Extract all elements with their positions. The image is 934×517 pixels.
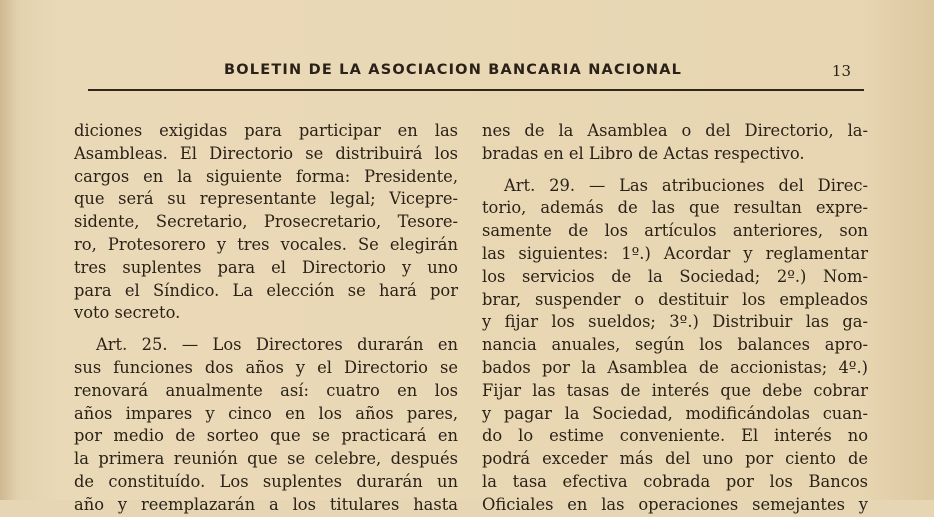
- text-line: Fijar las tasas de interés que debe cobrar: [482, 380, 868, 400]
- text-line: y pagar la Sociedad, modificándolas cuan-: [482, 403, 868, 423]
- text-line: voto secreto.: [74, 303, 181, 323]
- page-header: [88, 58, 863, 86]
- text-line: Oficiales en las operaciones semejantes y: [482, 494, 868, 514]
- text-line: nes de la Asamblea o del Directorio, la-: [482, 121, 868, 140]
- text-line: Art. 25. — Los Directores durarán en: [96, 335, 458, 355]
- text-line: la primera reunión que se celebre, después: [74, 449, 458, 469]
- text-line: Art. 29. — Las atribuciones del Direc-: [504, 175, 868, 195]
- text-line: torio, además de las que resultan expre-: [482, 198, 868, 218]
- text-line: sidente, Secretario, Prosecretario, Tesore-: [74, 212, 458, 232]
- text-line: Asambleas. El Directorio se distribuirá los: [74, 143, 458, 163]
- text-line: ro, Protesorero y tres vocales. Se elegirán: [74, 234, 458, 254]
- text-line: bradas en el Libro de Actas respectivo.: [482, 143, 805, 163]
- text-line: y fijar los sueldos; 3º.) Distribuir las ga-: [482, 312, 868, 332]
- text-line: diciones exigidas para participar en las: [74, 121, 458, 140]
- text-line: sus funciones dos años y el Directorio se: [74, 357, 458, 377]
- text-line: las siguientes: 1º.) Acordar y reglamentar: [482, 243, 868, 263]
- text-line: samente de los artículos anteriores, son: [482, 221, 868, 241]
- text-line: nancia anuales, según los balances apro-: [482, 335, 868, 355]
- text-line: los servicios de la Sociedad; 2º.) Nom-: [482, 266, 868, 286]
- text-line: de constituído. Los suplentes durarán un: [74, 471, 458, 491]
- right-column: [482, 120, 868, 517]
- left-column: [74, 120, 458, 517]
- text-line: que será su representante legal; Vicepre-: [74, 189, 458, 209]
- text-line: años impares y cinco en los años pares,: [74, 403, 458, 423]
- text-line: año y reemplazarán a los titulares hasta: [74, 494, 458, 514]
- text-line: cargos en la siguiente forma: Presidente,: [74, 166, 458, 186]
- text-line: tres suplentes para el Directorio y uno: [74, 257, 458, 277]
- page-number: 13: [831, 62, 851, 80]
- text-line: do lo estime conveniente. El interés no: [482, 426, 868, 446]
- text-line: por medio de sorteo que se practicará en: [74, 426, 458, 446]
- text-line: renovará anualmente así: cuatro en los: [74, 380, 458, 400]
- text-line: podrá exceder más del uno por ciento de: [482, 449, 868, 469]
- header-rule: [88, 89, 864, 91]
- text-line: la tasa efectiva cobrada por los Bancos: [482, 471, 868, 491]
- text-line: para el Síndico. La elección se hará por: [74, 280, 458, 300]
- text-line: brar, suspender o destituir los empleados: [482, 289, 868, 309]
- text-line: bados por la Asamblea de accionistas; 4º.): [482, 357, 868, 377]
- running-title: BOLETIN DE LA ASOCIACION BANCARIA NACIONAL: [224, 62, 683, 78]
